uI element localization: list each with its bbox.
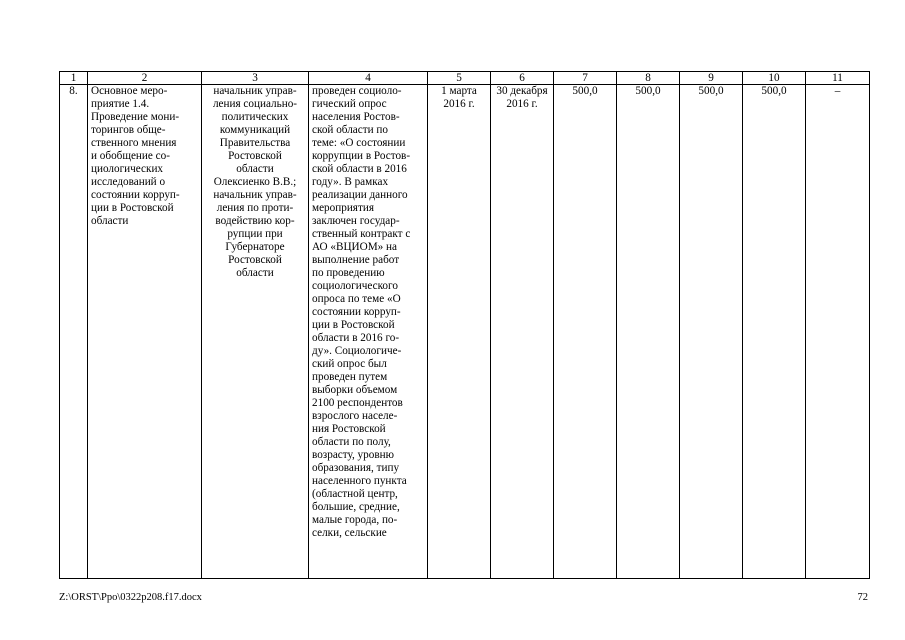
start-date: 1 марта 2016 г. — [441, 85, 477, 110]
col-header: 10 — [743, 72, 806, 85]
page-number: 72 — [857, 592, 868, 603]
activity-text: Основное меро- приятие 1.4. Проведение мони- торингов обще- ственного мнения и обобщение со- циологических исследований о состоянии корруп- ции в Ростовской области — [91, 85, 180, 227]
col-header: 7 — [554, 72, 617, 85]
col-header: 11 — [806, 72, 870, 85]
value-8: 500,0 — [635, 85, 661, 97]
header-row — [60, 72, 870, 85]
col-header: 2 — [88, 72, 202, 85]
value-cell-7 — [554, 85, 617, 579]
col-header: 6 — [491, 72, 554, 85]
value-cell-11 — [806, 85, 870, 579]
start-date-cell — [428, 85, 491, 579]
col-header: 8 — [617, 72, 680, 85]
footer-file-path: Z:\ORST\Ppo\0322p208.f17.docx — [59, 592, 202, 603]
table-row — [60, 85, 870, 579]
value-7: 500,0 — [572, 85, 598, 97]
report-table — [59, 71, 870, 579]
col-header: 5 — [428, 72, 491, 85]
responsible-cell — [202, 85, 309, 579]
col-header: 1 — [60, 72, 88, 85]
responsible-text: начальник управ- ления социально- политических коммуникаций Правительства Ростовской области Олексиенко В.В.; начальник управ- ления по проти- водействию кор- рупции при Губернаторе Ростовской области — [212, 85, 298, 279]
value-9: 500,0 — [698, 85, 724, 97]
value-10: 500,0 — [761, 85, 787, 97]
end-date-cell — [491, 85, 554, 579]
result-cell — [309, 85, 428, 579]
activity-cell — [88, 85, 202, 579]
col-header: 4 — [309, 72, 428, 85]
col-header: 9 — [680, 72, 743, 85]
end-date: 30 декабря 2016 г. — [496, 85, 548, 110]
row-number-cell — [60, 85, 88, 579]
row-number: 8. — [69, 85, 78, 97]
col-header: 3 — [202, 72, 309, 85]
value-cell-9 — [680, 85, 743, 579]
value-11: – — [834, 85, 841, 97]
value-cell-8 — [617, 85, 680, 579]
value-cell-10 — [743, 85, 806, 579]
result-text: проведен социоло- гический опрос населения Ростов- ской области по теме: «О состоянии коррупции в Ростов- ской области в 2016 году». В рамках реализации данного мероприятия заключен государ- ственный контракт с АО «ВЦИОМ» на выполнение работ по проведению социологического опроса по теме «О состоянии корруп- ции в Ростовской области в 2016 го- ду». Социологиче- ский опрос был проведен путем выборки объемом 2100 респондентов взрослого населе- ния Ростовской области по полу, возрасту, уровню образования, типу населенного пункта (областной центр, большие, средние, малые города, по- селки, сельские — [312, 85, 411, 539]
